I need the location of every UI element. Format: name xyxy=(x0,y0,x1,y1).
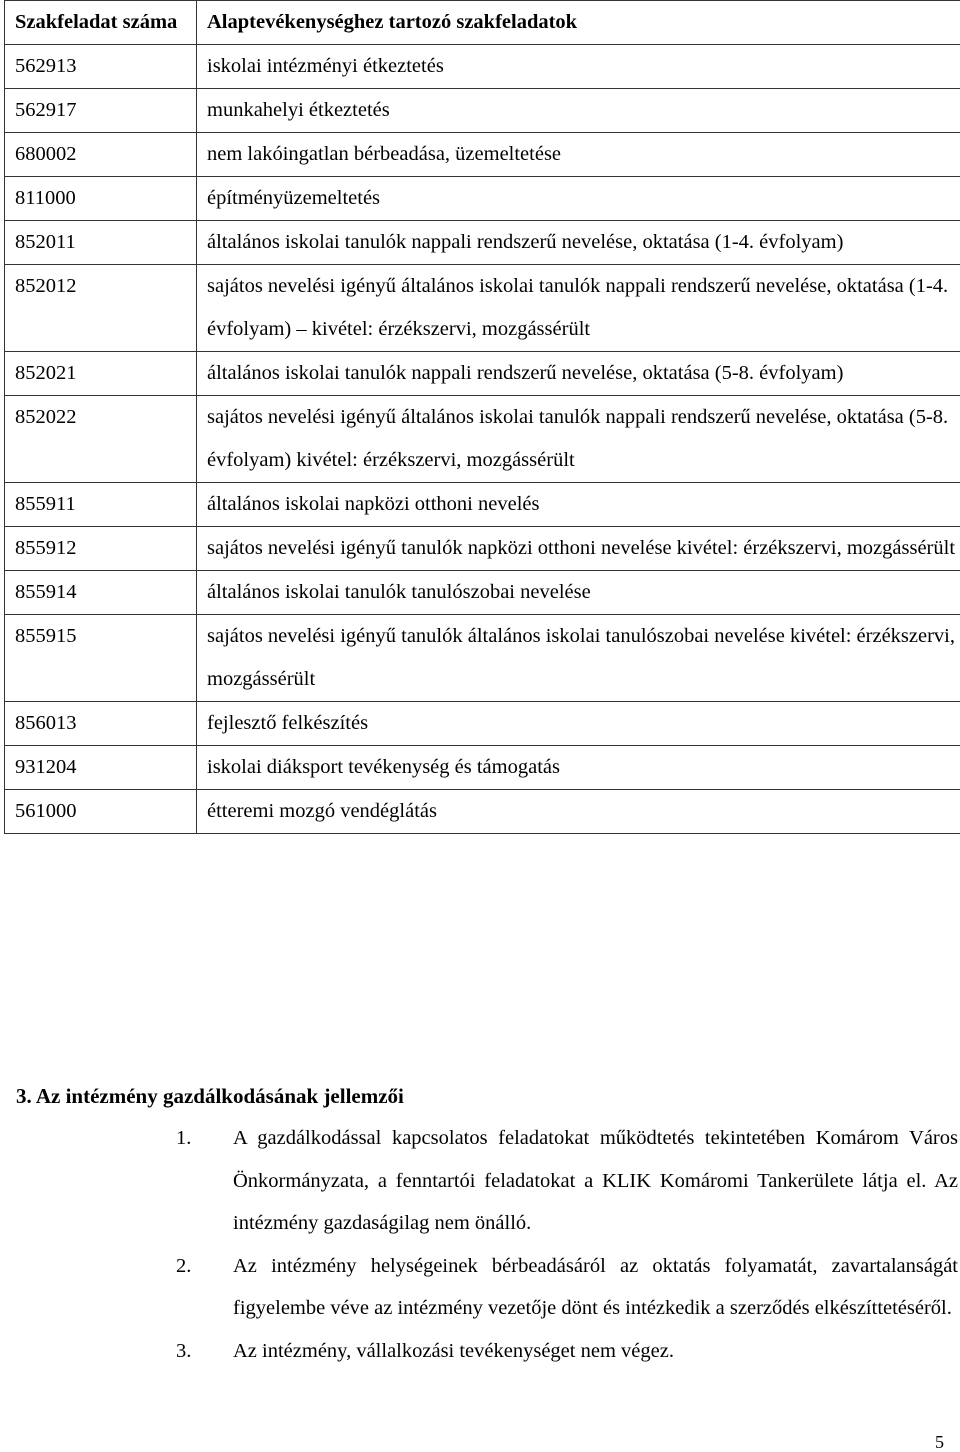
list-item-text: Az intézmény, vállalkozási tevékenységet nem végez. xyxy=(233,1339,674,1362)
table-row xyxy=(5,483,960,527)
row-description: sajátos nevelési igényű tanulók napközi otthoni nevelése kivétel: érzékszervi, mozgássérült xyxy=(197,527,960,571)
row-code: 852022 xyxy=(5,396,197,483)
list-item-number: 1. xyxy=(176,1127,192,1149)
row-description: sajátos nevelési igényű általános iskolai tanulók nappali rendszerű nevelése, oktatása (1-4. évfolyam) – kivétel: érzékszervi, mozgássérült xyxy=(197,265,960,352)
row-code: 852012 xyxy=(5,265,197,352)
header-code: Szakfeladat száma xyxy=(5,1,197,45)
row-description: általános iskolai tanulók nappali rendszerű nevelése, oktatása (5-8. évfolyam) xyxy=(197,352,960,396)
list-item-text: A gazdálkodással kapcsolatos feladatokat működtetés tekintetében Komárom Város Önkormányzata, a fenntartói feladatokat a KLIK Komáromi Tankerülete látja el. Az intézmény gazdaságilag nem önálló. xyxy=(233,1127,958,1234)
row-code: 562913 xyxy=(5,45,197,89)
row-description: iskolai intézményi étkeztetés xyxy=(197,45,960,89)
table-row xyxy=(5,615,960,702)
row-description: nem lakóingatlan bérbeadása, üzemeltetése xyxy=(197,133,960,177)
row-code: 855914 xyxy=(5,571,197,615)
row-description: munkahelyi étkeztetés xyxy=(197,89,960,133)
table-row xyxy=(5,790,960,834)
row-description: általános iskolai tanulók nappali rendszerű nevelése, oktatása (1-4. évfolyam) xyxy=(197,221,960,265)
row-code: 855912 xyxy=(5,527,197,571)
table-row xyxy=(5,702,960,746)
row-description: általános iskolai tanulók tanulószobai nevelése xyxy=(197,571,960,615)
table-row xyxy=(5,571,960,615)
row-code: 561000 xyxy=(5,790,197,834)
row-description: iskolai diáksport tevékenység és támogatás xyxy=(197,746,960,790)
row-code: 856013 xyxy=(5,702,197,746)
row-code: 852021 xyxy=(5,352,197,396)
table-row xyxy=(5,527,960,571)
row-code: 931204 xyxy=(5,746,197,790)
page-number: 5 xyxy=(935,1432,944,1452)
table-row xyxy=(5,746,960,790)
section-title: 3. Az intézmény gazdálkodásának jellemzői xyxy=(16,1084,404,1108)
row-code: 852011 xyxy=(5,221,197,265)
row-code: 855911 xyxy=(5,483,197,527)
list-item xyxy=(170,1245,958,1330)
task-code-table xyxy=(4,0,960,834)
section-list xyxy=(170,1117,958,1372)
table-row xyxy=(5,396,960,483)
table-body xyxy=(5,45,960,834)
table-row xyxy=(5,352,960,396)
table-row xyxy=(5,45,960,89)
header-description: Alaptevékenységhez tartozó szakfeladatok xyxy=(197,1,960,45)
list-item-number: 2. xyxy=(176,1254,192,1277)
row-code: 562917 xyxy=(5,89,197,133)
row-description: fejlesztő felkészítés xyxy=(197,702,960,746)
row-code: 680002 xyxy=(5,133,197,177)
list-item xyxy=(170,1117,958,1245)
row-description: sajátos nevelési igényű tanulók általános iskolai tanulószobai nevelése kivétel: érzékszervi, mozgássérült xyxy=(197,615,960,702)
table-row xyxy=(5,265,960,352)
list-item-number: 3. xyxy=(176,1339,192,1362)
row-description: általános iskolai napközi otthoni nevelés xyxy=(197,483,960,527)
row-code: 855915 xyxy=(5,615,197,702)
table-row xyxy=(5,133,960,177)
row-description: sajátos nevelési igényű általános iskolai tanulók nappali rendszerű nevelése, oktatása (5-8. évfolyam) kivétel: érzékszervi, mozgássérült xyxy=(197,396,960,483)
table-row xyxy=(5,89,960,133)
row-code: 811000 xyxy=(5,177,197,221)
table-row xyxy=(5,221,960,265)
table-row xyxy=(5,177,960,221)
table-header-row xyxy=(5,1,960,45)
row-description: étteremi mozgó vendéglátás xyxy=(197,790,960,834)
list-item-text: Az intézmény helységeinek bérbeadásáról az oktatás folyamatát, zavartalanságát figyelembe véve az intézmény vezetője dönt és intézkedik a szerződés elkészíttetéséről. xyxy=(233,1254,958,1319)
list-item xyxy=(170,1330,958,1373)
row-description: építményüzemeltetés xyxy=(197,177,960,221)
